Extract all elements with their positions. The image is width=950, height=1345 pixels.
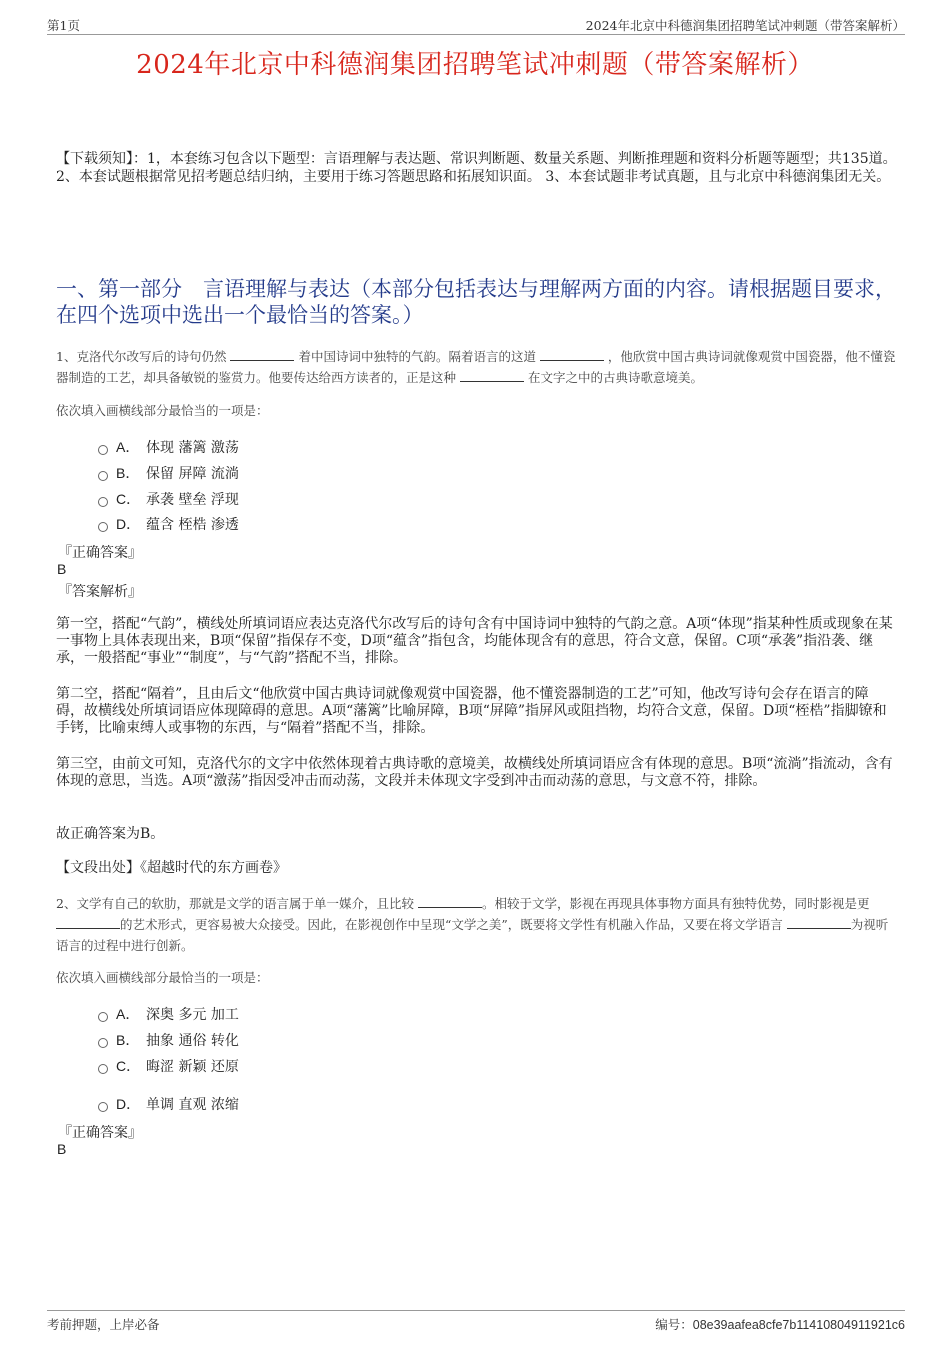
question-2-text: 2、文学有自己的软肋，那就是文学的语言属于单一媒介，且比较 。相较于文学，影视在再现具体事物方面具有独特优势，同时影视是更 的艺术形式，更容易被大众接受。因此，在影视创作中呈现“文学之美”，既要将文学性有机融入作品，又要在将文学语言 为视听语言的过程中进行创新。 [56,896,889,953]
question-2-option-c[interactable]: C． 晦涩 新颖 还原 [98,1056,239,1074]
radio-icon[interactable] [98,1064,108,1074]
page-title: 2024年北京中科德润集团招聘笔试冲刺题（带答案解析） [136,50,814,80]
radio-icon[interactable] [98,497,108,507]
footer-slogan: 考前押题，上岸必备 [47,1317,160,1332]
page-header [47,14,905,35]
radio-icon[interactable] [98,471,108,481]
answer-value: B [57,1141,67,1157]
question-1-option-a[interactable]: A． 体现 藩篱 激荡 [98,437,239,455]
section-title: 一、第一部分 言语理解与表达（本部分包括表达与理解两方面的内容。请根据题目要求，在四个选项中选出一个最恰当的答案。） [56,277,896,327]
analysis-paragraph: 第一空，搭配“气韵”，横线处所填词语应表达克洛代尔改写后的诗句含有中国诗词中独特的气韵之意。A项“体现”指某种性质或现象在某一事物上具体表现出来，B项“保留”指保存不变，D项“蕴含”指包含，均能体现含有的意思，符合文意，保留。C项“承袭”指沿袭、继承，一般搭配“事业”“制度”，与“气韵”搭配不当，排除。 [56,616,893,666]
answer-label: 『正确答案』 [58,545,142,561]
question-2-option-a[interactable]: A． 深奥 多元 加工 [98,1004,239,1022]
question-2-option-d[interactable]: D． 单调 直观 浓缩 [98,1094,239,1112]
blank-line [787,916,851,929]
radio-icon[interactable] [98,445,108,455]
question-1-option-b[interactable]: B． 保留 屏障 流淌 [98,463,239,481]
blank-line [460,369,524,382]
answer-label: 『正确答案』 [58,1125,142,1141]
analysis-label: 『答案解析』 [58,584,142,600]
blank-line [540,348,604,361]
question-2-prompt: 依次填入画横线部分最恰当的一项是： [56,970,269,985]
radio-icon[interactable] [98,1012,108,1022]
question-1-option-c[interactable]: C． 承袭 壁垒 浮现 [98,489,239,507]
footer-serial: 编号：08e39aafea8cfe7b11410804911921c6 [655,1317,905,1332]
blank-line [418,895,482,908]
question-1-text: 1、克洛代尔改写后的诗句仍然 着中国诗词中独特的气韵。隔着语言的这道 ，他欣赏中国古典诗词就像观赏中国瓷器，他不懂瓷器制造的工艺，却具备敏锐的鉴赏力。他要传达给西方读者的，正是这种 在文字之中的古典诗歌意境美。 [56,349,896,385]
page-footer [47,1310,905,1332]
answer-value: B [57,561,67,577]
question-1-prompt: 依次填入画横线部分最恰当的一项是： [56,403,269,418]
question-1-option-d[interactable]: D． 蕴含 桎梏 渗透 [98,514,239,532]
passage-source: 【文段出处】《超越时代的东方画卷》 [56,860,287,876]
blank-line [56,916,120,929]
blank-line [230,348,294,361]
page-number: 第1页 [47,18,80,33]
download-notice: 【下载须知】：1，本套练习包含以下题型：言语理解与表达题、常识判断题、数量关系题、判断推理题和资料分析题等题型；共135道。 2、本套试题根据常见招考题总结归纳，主要用于练习答题思路和拓展知识面。 3、本套试题非考试真题，且与北京中科德润集团无关。 [56,151,897,185]
analysis-conclusion: 故正确答案为B。 [56,826,165,842]
analysis-paragraph: 第二空，搭配“隔着”，且由后文“他欣赏中国古典诗词就像观赏中国瓷器，他不懂瓷器制造的工艺”可知，他改写诗句会存在语言的障碍，故横线处所填词语应体现障碍的意思。A项“藩篱”比喻屏障，B项“屏障”指屏风或阻挡物，均符合文意，保留。D项“桎梏”指脚镣和手铐，比喻束缚人或事物的东西，与“隔着”搭配不当，排除。 [56,686,887,736]
radio-icon[interactable] [98,1102,108,1112]
analysis-paragraph: 第三空，由前文可知，克洛代尔的文字中依然体现着古典诗歌的意境美，故横线处所填词语应含有体现的意思。B项“流淌”指流动，含有体现的意思，当选。A项“激荡”指因受冲击而动荡，文段并未体现文字受到冲击而动荡的意思，与文意不符，排除。 [56,756,893,789]
radio-icon[interactable] [98,1038,108,1048]
radio-icon[interactable] [98,522,108,532]
question-2-option-b[interactable]: B． 抽象 通俗 转化 [98,1030,239,1048]
header-doc-title: 2024年北京中科德润集团招聘笔试冲刺题（带答案解析） [585,18,905,33]
